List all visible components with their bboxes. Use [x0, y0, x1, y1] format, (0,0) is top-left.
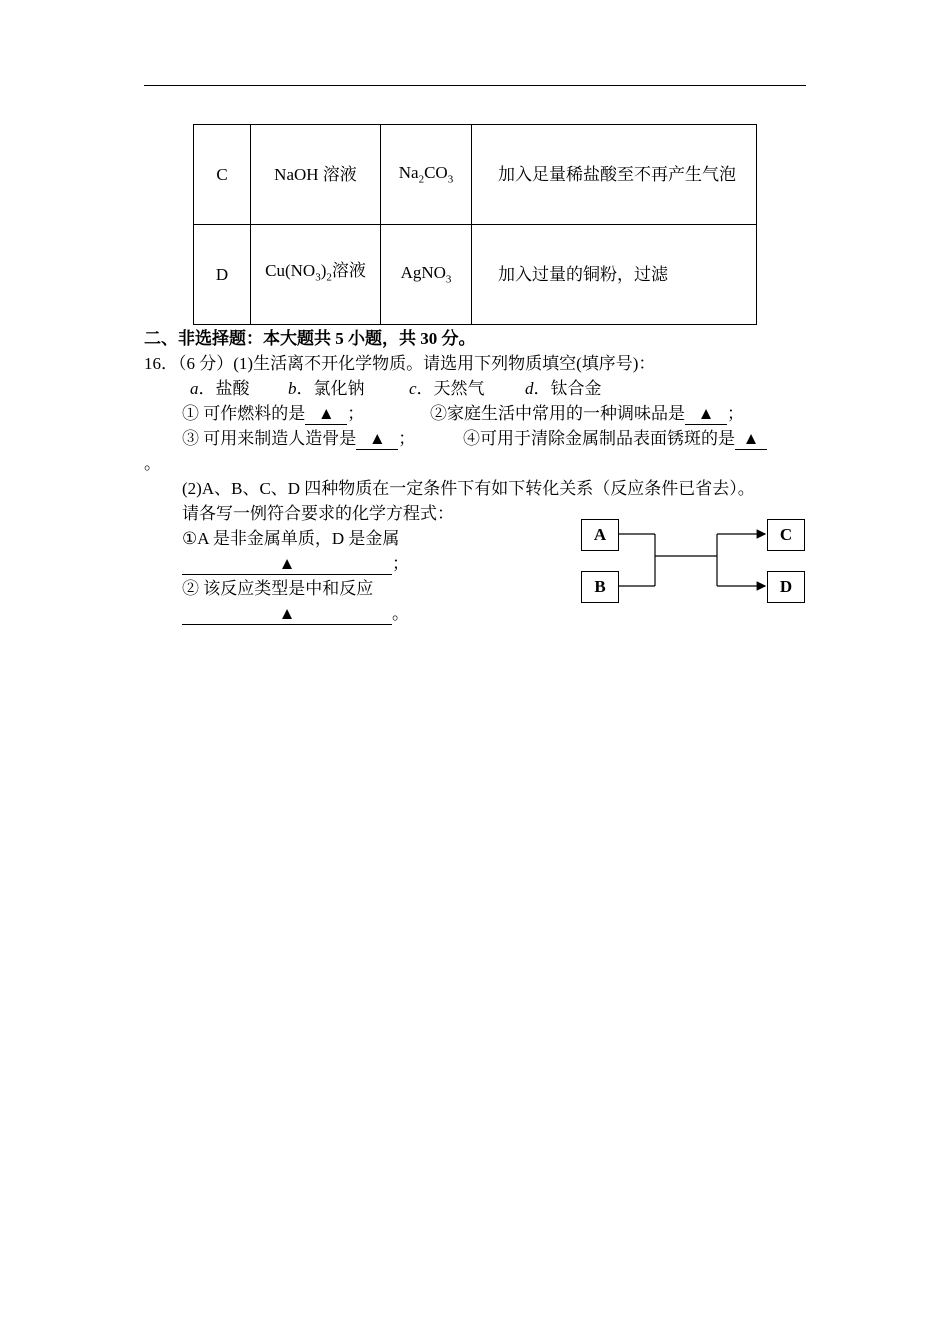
- items-line-2b: [463, 427, 767, 451]
- answer-line-1: ▲ ；: [182, 552, 409, 576]
- answer-blank[interactable]: ▲: [685, 404, 727, 425]
- option-c: c．天然气: [409, 379, 485, 398]
- answer-blank[interactable]: ▲: [735, 429, 767, 450]
- item-2-text: ②家庭生活中常用的一种调味品是: [430, 404, 685, 423]
- node-d: D: [767, 571, 805, 603]
- header-rule: [144, 85, 806, 86]
- sub-question-2: ② 该反应类型是中和反应: [182, 579, 374, 598]
- options-line: [190, 377, 602, 401]
- option-b: b．氯化钠: [288, 379, 365, 398]
- item-3-text: ③ 可用来制造人造骨是: [182, 429, 357, 448]
- impurity-cell: $Na_2CO_3$: [381, 125, 472, 225]
- node-c: C: [767, 519, 805, 551]
- answer-blank[interactable]: ▲: [182, 554, 392, 575]
- row-label: D: [194, 225, 251, 325]
- answer-blank[interactable]: ▲: [356, 429, 398, 450]
- reaction-diagram: [575, 512, 815, 612]
- sub-question-1: ①A 是非金属单质，D 是金属: [182, 529, 400, 548]
- option-a: a．盐酸: [190, 379, 250, 398]
- node-a: A: [581, 519, 619, 551]
- substance-cell: $Cu(NO_3)_2$溶液: [251, 225, 381, 325]
- table-row: [194, 225, 757, 325]
- method-cell: 加入足量稀盐酸至不再产生气泡: [472, 125, 757, 225]
- options-table: [193, 124, 757, 325]
- answer-blank[interactable]: ▲: [305, 404, 347, 425]
- period-mark: 。: [144, 454, 161, 473]
- method-cell: 加入过量的铜粉，过滤: [472, 225, 757, 325]
- row-label: C: [194, 125, 251, 225]
- part-2-ask: 请各写一例符合要求的化学方程式：: [182, 504, 454, 523]
- node-b: B: [581, 571, 619, 603]
- substance-cell: NaOH 溶液: [251, 125, 381, 225]
- items-line-2: ③ 可用来制造人造骨是 ▲ ；: [182, 429, 416, 448]
- option-d: d．钛合金: [525, 379, 602, 398]
- item-1-text: ① 可作燃料的是: [182, 404, 306, 423]
- impurity-cell: AgNO$_3$: [381, 225, 472, 325]
- item-4-text: ④可用于清除金属制品表面锈斑的是: [463, 429, 735, 448]
- part-2-intro: (2)A、B、C、D 四种物质在一定条件下有如下转化关系（反应条件已省去）。: [182, 479, 755, 498]
- items-line-1b: ②家庭生活中常用的一种调味品是 ▲ ；: [430, 404, 744, 423]
- answer-line-2: ▲ 。: [182, 602, 409, 626]
- items-line-1: ① 可作燃料的是 ▲ ；: [182, 404, 365, 423]
- section-title: 二、非选择题：本大题共 5 小题，共 30 分。: [144, 329, 476, 348]
- question-16-intro: 16．（6 分）(1)生活离不开化学物质。请选用下列物质填空(填序号)：: [144, 354, 656, 373]
- table-row: [194, 125, 757, 225]
- answer-blank[interactable]: ▲: [182, 604, 392, 625]
